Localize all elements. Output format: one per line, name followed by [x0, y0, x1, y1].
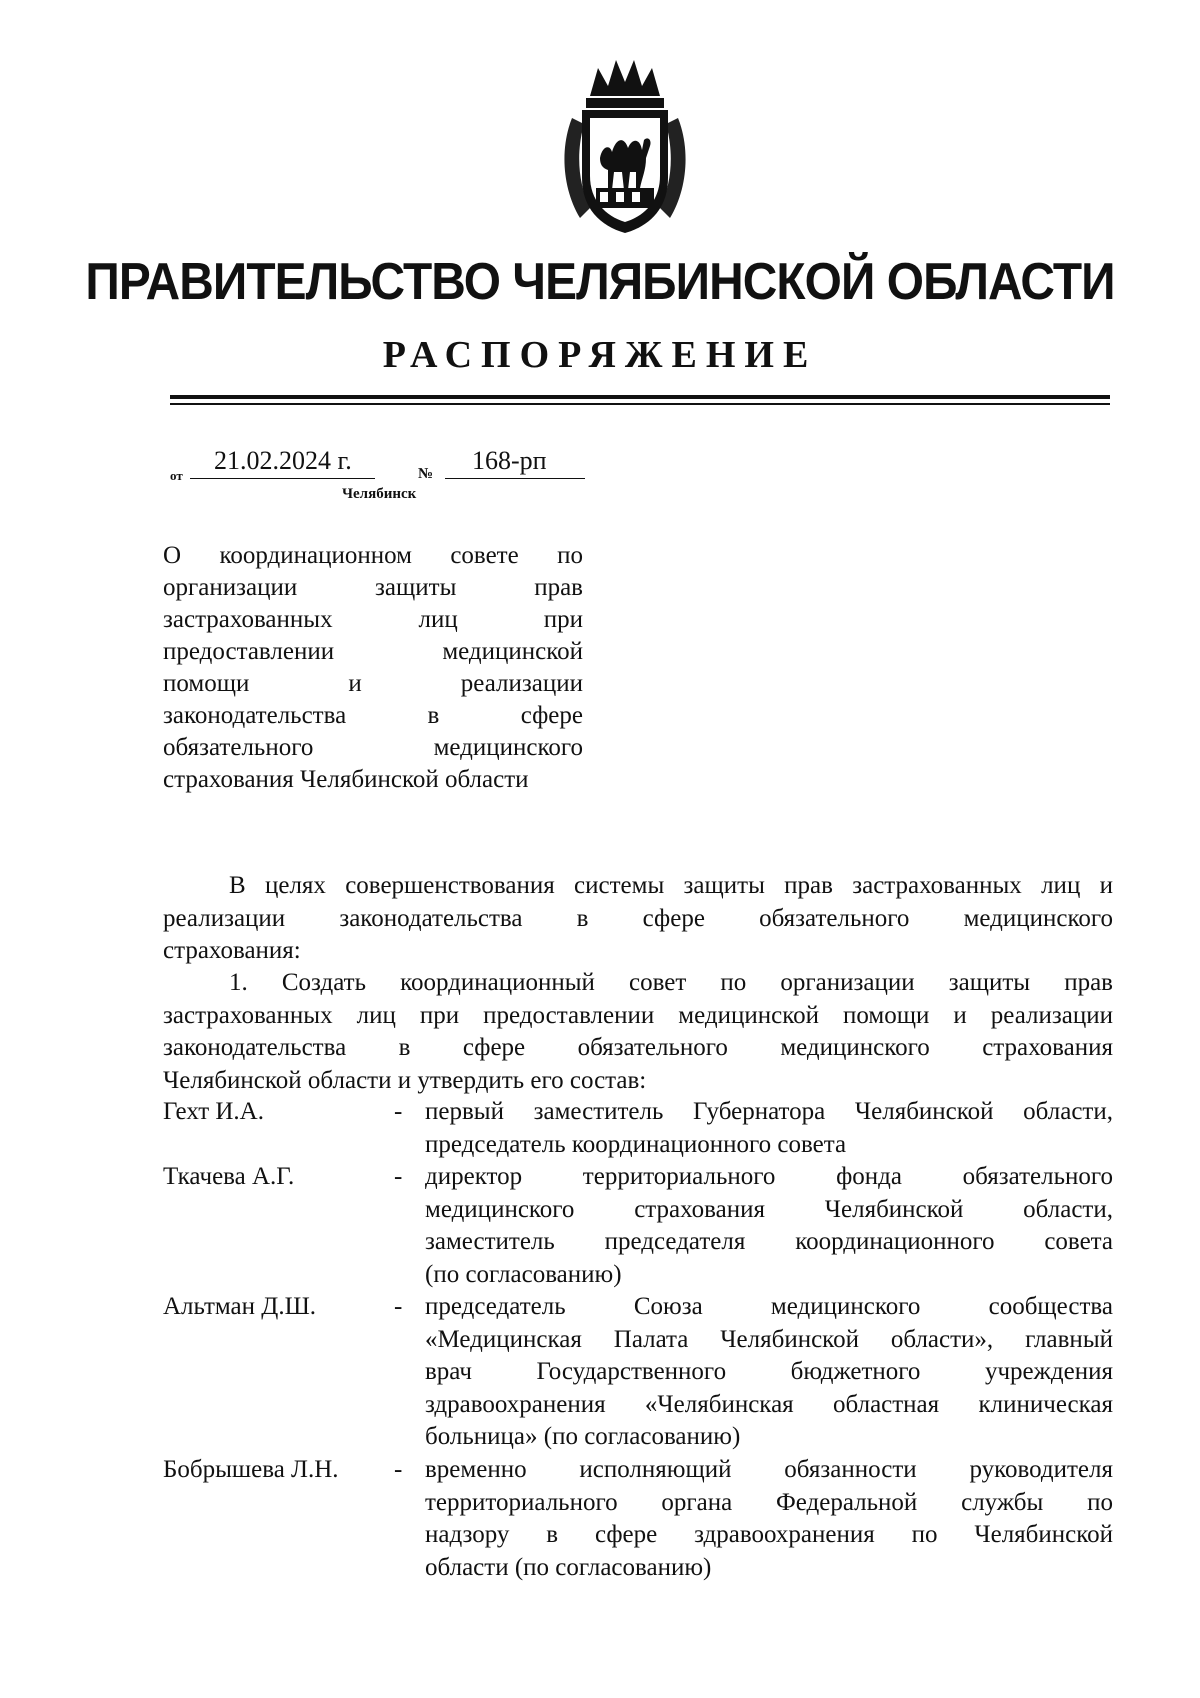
- role-line: председатель координационного совета: [425, 1130, 847, 1158]
- paragraph-line: Челябинской области и утвердить его состав:: [163, 1066, 647, 1094]
- role-line: врач Государственного бюджетного учреждения: [425, 1358, 1113, 1385]
- member-name: Альтман Д.Ш.: [163, 1293, 317, 1320]
- paragraph-line: страхования:: [163, 937, 301, 964]
- date-prefix: от: [170, 468, 183, 483]
- subject-line: страхования Челябинской области: [163, 766, 529, 793]
- header-rule-thick: [170, 395, 1110, 399]
- number-sign: №: [418, 466, 434, 482]
- paragraph-line: законодательства в сфере обязательного медицинского страхования: [163, 1034, 1113, 1061]
- member-role: [425, 1161, 1113, 1291]
- role-line: медицинского страхования Челябинской области,: [425, 1195, 1113, 1223]
- member-dash: -: [394, 1456, 403, 1483]
- member-dash: -: [394, 1163, 403, 1190]
- document-number: 168-рп: [472, 446, 547, 475]
- number-underline: [445, 478, 585, 479]
- subject-line: помощи и реализации: [163, 670, 583, 697]
- government-title: ПРАВИТЕЛЬСТВО ЧЕЛЯБИНСКОЙ ОБЛАСТИ: [85, 253, 1115, 311]
- member-dash: -: [394, 1293, 403, 1320]
- role-line: здравоохранения «Челябинская областная клиническая: [425, 1390, 1113, 1418]
- document-type: РАСПОРЯЖЕНИЕ: [382, 334, 818, 376]
- role-line: больница» (по согласованию): [425, 1423, 741, 1450]
- role-line: территориального органа Федеральной службы по: [425, 1488, 1113, 1516]
- member-dash: -: [394, 1098, 403, 1125]
- paragraph-line: застрахованных лиц при предоставлении медицинской помощи и реализации: [163, 1001, 1113, 1029]
- role-line: заместитель председателя координационного совета: [425, 1228, 1113, 1255]
- preamble-paragraph: [163, 870, 1113, 968]
- role-line: (по согласованию): [425, 1260, 622, 1288]
- date-underline: [190, 478, 375, 479]
- member-role: [425, 1454, 1113, 1584]
- subject-line: предоставлении медицинской: [163, 638, 583, 665]
- header-rule-thin: [170, 403, 1110, 405]
- member-role: [425, 1096, 1113, 1161]
- subject-line: законодательства в сфере: [163, 702, 583, 729]
- role-line: надзору в сфере здравоохранения по Челябинской: [425, 1521, 1113, 1548]
- role-line: «Медицинская Палата Челябинской области», главный: [425, 1325, 1113, 1353]
- member-name: Бобрышева Л.Н.: [163, 1456, 339, 1483]
- paragraph-line: В целях совершенствования системы защиты прав застрахованных лиц и: [229, 872, 1113, 899]
- subject-line: организации защиты прав: [163, 574, 583, 601]
- role-line: области (по согласованию): [425, 1553, 712, 1581]
- subject-line: О координационном совете по: [163, 542, 583, 569]
- role-line: председатель Союза медицинского сообщества: [425, 1293, 1113, 1320]
- document-date: 21.02.2024 г.: [214, 446, 352, 475]
- member-name: Гехт И.А.: [163, 1098, 264, 1125]
- member-role: [425, 1291, 1113, 1454]
- paragraph-line: 1. Создать координационный совет по организации защиты прав: [229, 969, 1113, 996]
- subject-line: застрахованных лиц при: [163, 606, 583, 633]
- role-line: временно исполняющий обязанности руководителя: [425, 1456, 1113, 1483]
- subject-line: обязательного медицинского: [163, 734, 583, 761]
- item-1-paragraph: [163, 967, 1113, 1097]
- city: Челябинск: [342, 486, 417, 502]
- document-subject: [163, 540, 583, 796]
- member-name: Ткачева А.Г.: [163, 1163, 295, 1190]
- role-line: директор территориального фонда обязательного: [425, 1163, 1113, 1190]
- paragraph-line: реализации законодательства в сфере обязательного медицинского: [163, 904, 1113, 932]
- chelyabinsk-oblast-coat-of-arms-icon: [560, 58, 690, 238]
- role-line: первый заместитель Губернатора Челябинской области,: [425, 1098, 1113, 1125]
